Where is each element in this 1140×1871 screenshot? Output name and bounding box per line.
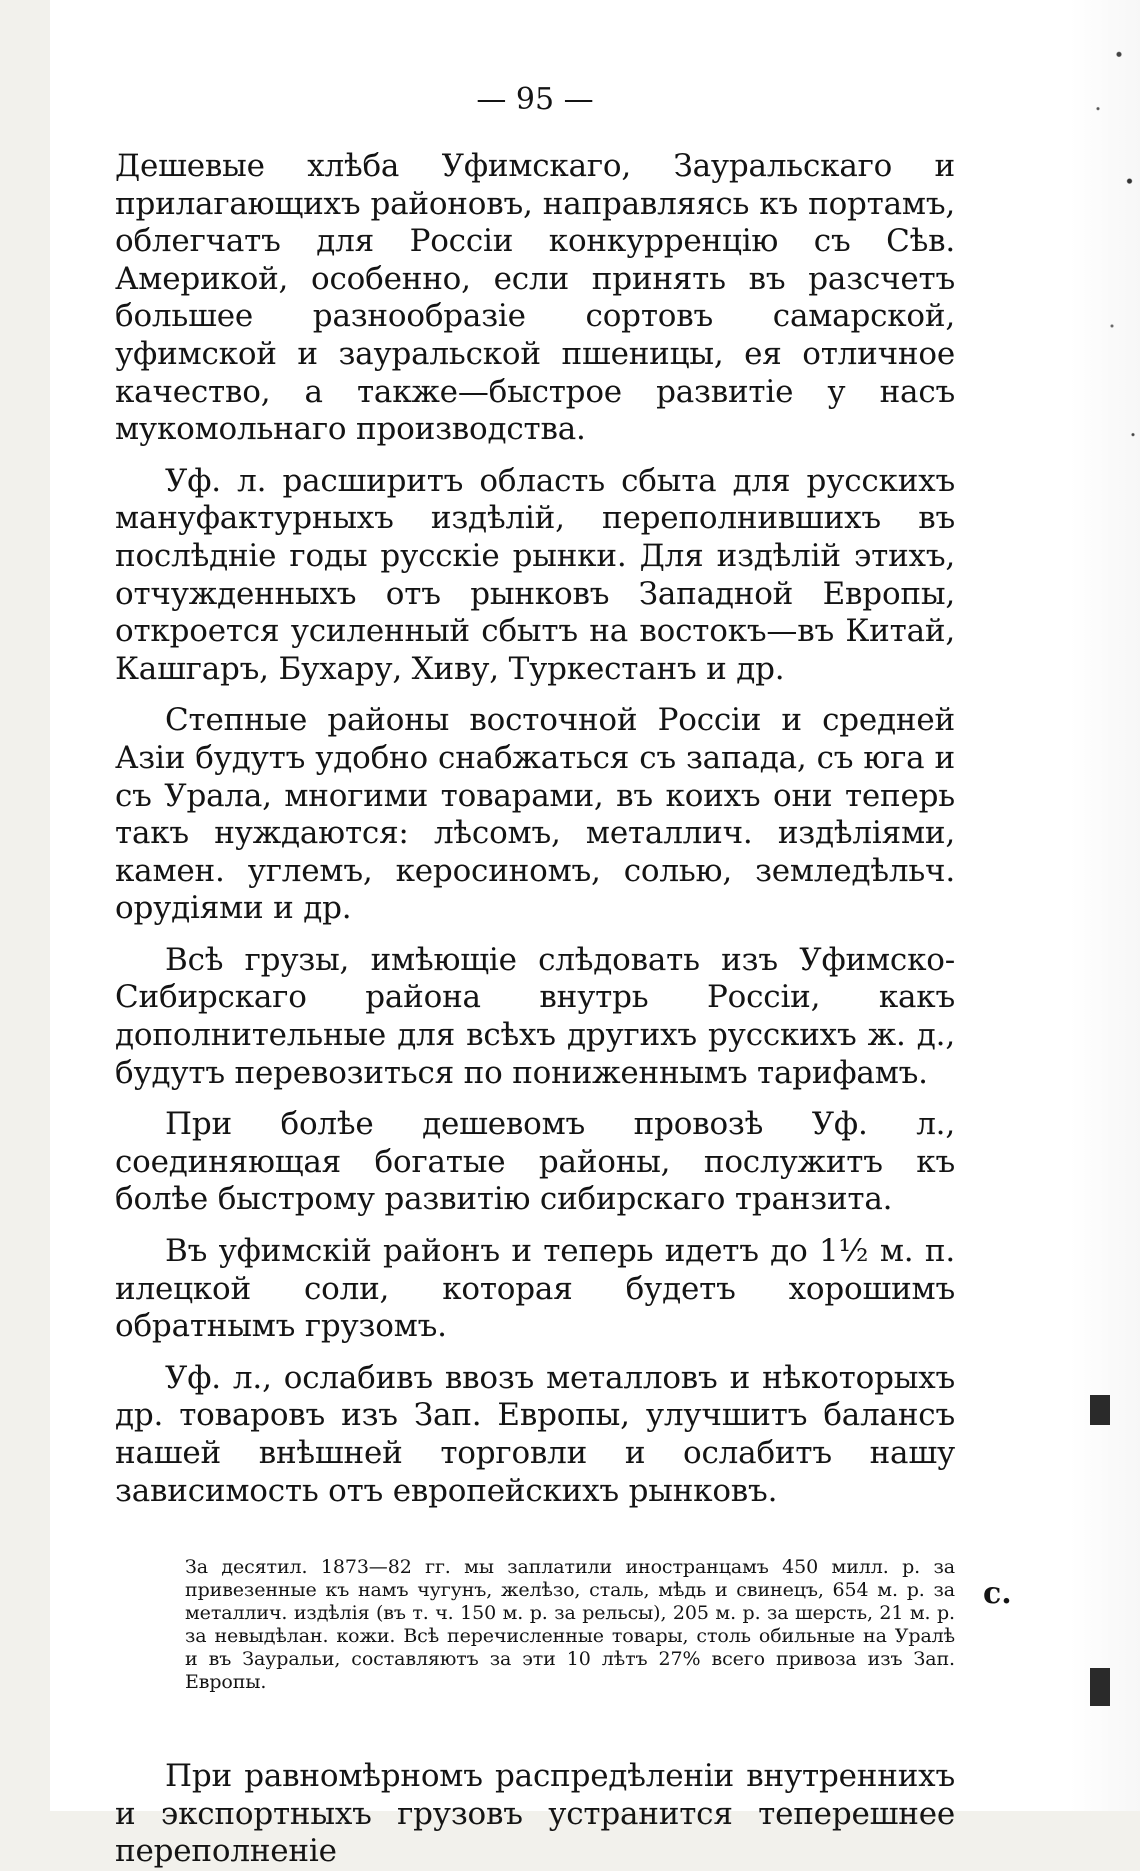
binding-mark-bottom: [1090, 1668, 1110, 1706]
paragraph-4: Всѣ грузы, имѣющіе слѣдовать изъ Уфимско-Сибирскаго района внутрь Россіи, какъ дополнительные для всѣхъ другихъ русскихъ ж. д., будутъ перевозиться по пониженнымъ тарифамъ.: [115, 941, 955, 1091]
page-edge-scan-noise: [1070, 0, 1140, 1811]
paragraph-8: При равномѣрномъ распредѣленіи внутреннихъ и экспортныхъ грузовъ устранится теперешнее переполненіе: [115, 1758, 955, 1870]
page-number: — 95 —: [476, 82, 594, 117]
binding-mark-top: [1090, 1395, 1110, 1425]
paragraph-6: Въ уфимскій районъ и теперь идетъ до 1½ м. п. илецкой соли, которая будетъ хорошимъ обратнымъ грузомъ.: [115, 1233, 955, 1345]
page-content: [115, 80, 955, 1871]
paragraph-1: Дешевые хлѣба Уфимскаго, Зауральскаго и прилагающихъ районовъ, направляясь къ портамъ, облегчатъ для Россіи конкурренцію съ Сѣв. Америкой, особенно, если принять въ разсчетъ большее разнообразіе сортовъ самарской, уфимской и зауральской пшеницы, ея отличное качество, а также—быстрое развитіе у насъ мукомольнаго производства.: [115, 148, 955, 448]
paragraph-3: Степные районы восточной Россіи и средней Азіи будутъ удобно снабжаться съ запада, съ юга и съ Урала, многими товарами, въ коихъ они теперь такъ нуждаются: лѣсомъ, металлич. издѣліями, камен. углемъ, керосиномъ, солью, землед​ѣльч. орудіями и др.: [115, 702, 955, 927]
margin-mark: с.: [983, 1576, 1012, 1611]
paragraph-7: Уф. л., ослабивъ ввозъ металловъ и нѣкоторыхъ др. товаровъ изъ Зап. Европы, улучшитъ балансъ нашей внѣшней торговли и ослабитъ нашу зависимость отъ европейскихъ рынковъ.: [115, 1359, 955, 1509]
footnote: За десятил. 1873—82 гг. мы заплатили иностранцамъ 450 милл. р. за привезенные къ намъ чугунъ, желѣзо, сталь, мѣдь и свинецъ, 654 м. р. за металлич. издѣлія (въ т. ч. 150 м. р. за рельсы), 205 м. р. за шерсть, 21 м. р. за невыдѣлан. кожи. Всѣ перечисленные товары, столь обильные на Уралѣ и въ Зауральи, составляютъ за эти 10 лѣтъ 27% всего привоза изъ Зап. Европы.: [185, 1556, 955, 1694]
paragraph-5: При болѣе дешевомъ провозѣ Уф. л., соединяющая богатые районы, послужитъ къ болѣе быстрому развитію сибирскаго транзита.: [115, 1106, 955, 1218]
paragraph-2: Уф. л. расширитъ область сбыта для русскихъ мануфактурныхъ издѣлій, переполнившихъ въ послѣдніе годы русскіе рынки. Для издѣлій этихъ, отчужденныхъ отъ рынковъ Западной Европы, откроется усиленный сбытъ на востокъ—въ Китай, Кашгаръ, Бухару, Хиву, Туркестанъ и др.: [115, 462, 955, 687]
